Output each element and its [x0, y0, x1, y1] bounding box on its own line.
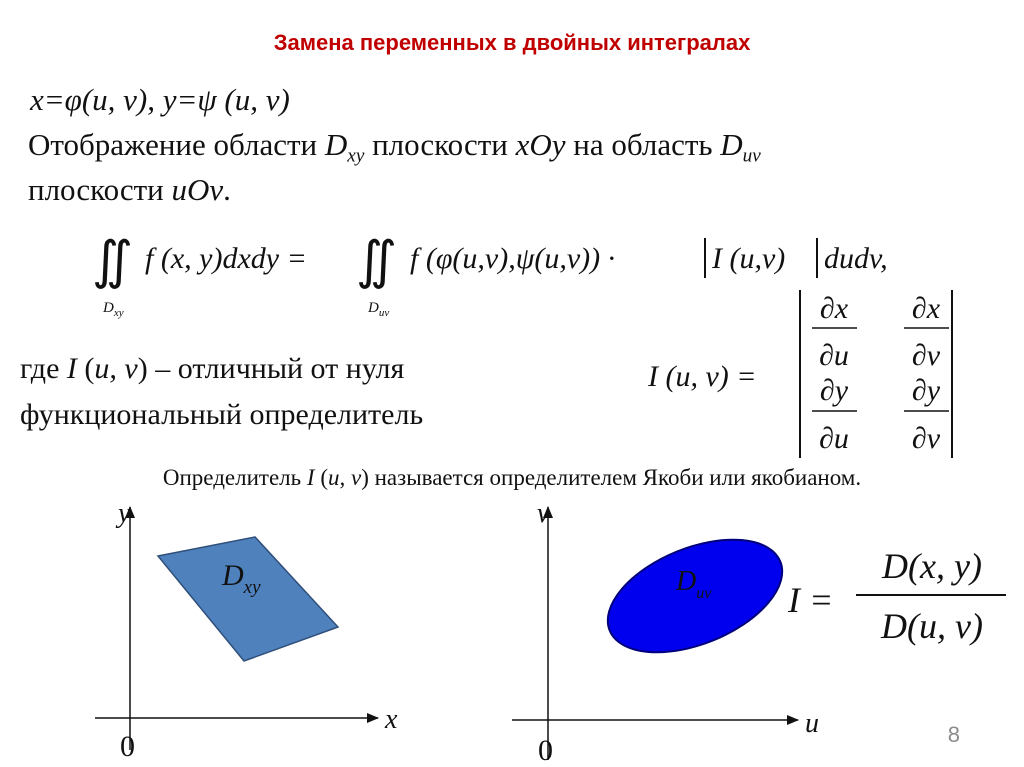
description-text-4: плоскости — [28, 172, 172, 207]
a11-numerator: ∂x — [819, 292, 849, 325]
jacobian-alt-denominator: D(u, v) — [881, 606, 983, 646]
definition-text-2: ( — [314, 465, 328, 490]
description-text-1: Отображение области — [28, 127, 325, 162]
a12-denominator: ∂v — [911, 339, 941, 372]
description-text-2: плоскости — [364, 127, 516, 162]
region-dxy — [158, 537, 338, 661]
integral-formula — [92, 233, 888, 319]
integral-rhs-tail: dudv, — [824, 242, 888, 275]
a12-numerator: ∂x — [911, 292, 941, 325]
integral-lhs: f (x, y)dxdy = — [145, 242, 307, 275]
region-dxy-label: $D_{xy}$ — [222, 559, 261, 598]
region-uv-subscript: uv — [742, 145, 761, 167]
definition-text-1: Определитель — [162, 465, 307, 490]
region-uv-symbol: D — [720, 127, 743, 162]
plot-xy — [95, 498, 398, 763]
x-axis-label: x — [385, 704, 398, 735]
where-text-c: ) – отличный от нуля — [137, 352, 405, 385]
where-text-b: ( — [76, 352, 95, 385]
v-axis-label: v — [537, 498, 550, 529]
definition-jacobian-symbol: I — [306, 465, 315, 490]
where-line-2: функциональный определитель — [20, 398, 424, 431]
integral-rhs: f (φ(u,v),ψ(u,v)) · — [410, 242, 616, 275]
mapping-formula: x=φ(u, v), y=ψ (u, v) — [30, 82, 290, 117]
description-text-3: на область — [565, 127, 721, 162]
jacobian-determinant — [647, 290, 952, 458]
plane-uv-symbol: uOv — [171, 172, 224, 207]
definition-args: u, v — [327, 465, 362, 490]
region-xy-subscript: xy — [347, 145, 365, 167]
a22-denominator: ∂v — [911, 422, 941, 455]
region-xy-symbol: D — [324, 127, 348, 162]
jacobian-lhs: I (u, v) = — [648, 360, 757, 393]
double-integral-sign-right: ∬ — [356, 233, 398, 290]
slide-title: Замена переменных в двойных интегралах — [273, 30, 751, 55]
jacobian-alt-lhs: I = — [788, 580, 834, 620]
integral-lhs-limit: $D_{xy}$ — [103, 300, 124, 319]
a21-numerator: ∂y — [819, 374, 849, 407]
u-axis-label: u — [805, 708, 819, 739]
plane-xy-symbol: xOy — [515, 127, 566, 162]
origin-label: 0 — [120, 730, 135, 763]
description-text-5: . — [223, 172, 231, 207]
region-duv-label: $D_{uv}$ — [676, 566, 712, 602]
a11-denominator: ∂u — [819, 339, 849, 372]
integral-rhs-jacobian: I (u,v) — [712, 242, 786, 275]
where-text-a: где — [20, 352, 67, 385]
origin-label-uv: 0 — [538, 734, 553, 767]
jacobian-alt-formula — [787, 546, 1006, 646]
double-integral-sign-left: ∬ — [92, 233, 134, 290]
page-number: 8 — [947, 722, 960, 747]
where-jacobian-symbol: I — [66, 352, 77, 385]
a21-denominator: ∂u — [819, 422, 849, 455]
a22-numerator: ∂y — [911, 374, 941, 407]
jacobian-alt-numerator: D(x, y) — [882, 546, 982, 586]
plot-uv — [512, 498, 819, 767]
definition-text-3: ) называется определителем Якоби или якобианом. — [361, 465, 862, 490]
where-args: u, v — [94, 352, 138, 385]
y-axis-label: y — [118, 498, 131, 529]
integral-rhs-limit: $D_{uv}$ — [368, 300, 390, 319]
